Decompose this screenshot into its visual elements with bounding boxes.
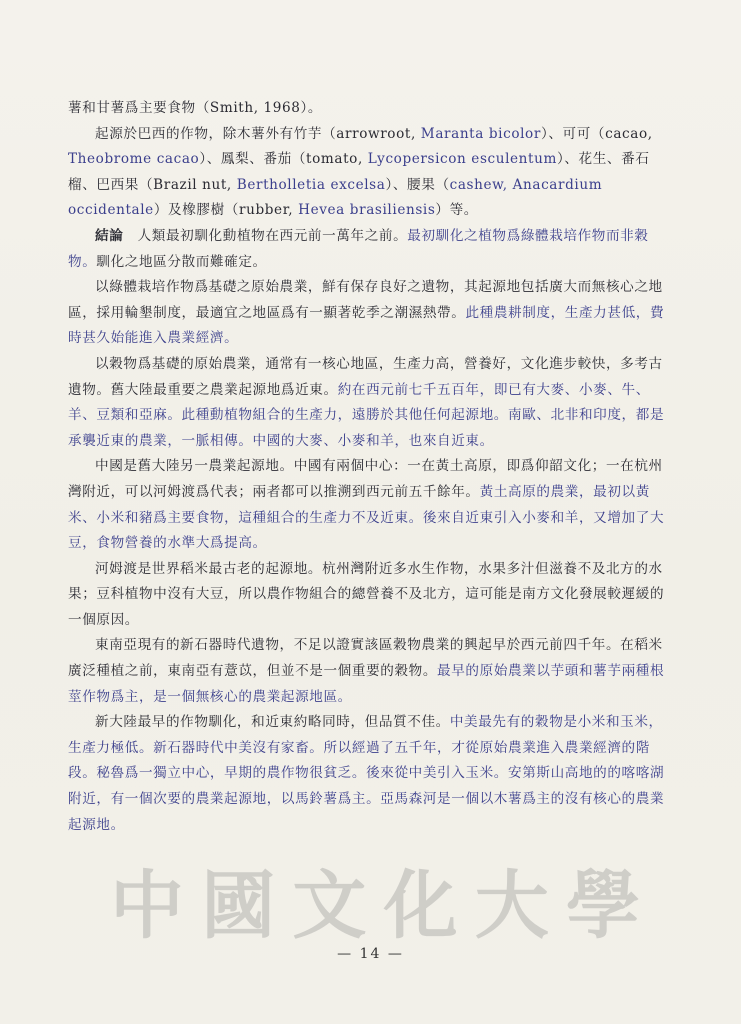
text-segment: Theobrome cacao [68, 151, 200, 168]
text-segment: 中國是舊大陸另一農業起源地。中國有兩個中心：一在黃土高原，即爲仰韶文化；一在杭州灣附近，可以河姆渡爲代表；兩者都可以推溯到西元前五千餘年。 [68, 458, 663, 500]
text-segment: ）及橡膠樹（rubber, [153, 202, 299, 219]
paragraph [68, 96, 670, 122]
text-segment: 最初馴化之植物爲綠體栽培作物而非穀物。 [68, 227, 649, 270]
watermark-char: 化 [383, 863, 458, 949]
text-segment: 薯和甘薯爲主要食物（Smith, 1968）。 [68, 100, 323, 116]
text-segment: Bertholletia excelsa [236, 176, 386, 193]
text-segment: ）、花生、番石榴、巴西果（Brazil nut, [68, 151, 650, 193]
text-segment: 最早的原始農業以芋頭和薯芋兩種根莖作物爲主，是一個無核心的農業起源地區。 [68, 663, 665, 705]
paragraph [68, 557, 670, 634]
text-segment: ）、腰果（ [385, 176, 450, 193]
watermark-char: 學 [565, 863, 640, 949]
text-segment: Lycopersicon esculentum [367, 151, 557, 168]
text-segment: cashew, Anacardium occidentale [68, 176, 603, 219]
paragraph [68, 275, 670, 352]
paragraph [68, 122, 670, 224]
body-text [68, 96, 670, 838]
text-segment: ）等。 [435, 202, 479, 219]
text-segment: 新大陸最早的作物馴化，和近東約略同時，但品質不佳。 [95, 714, 450, 731]
text-segment: ）、可可（cacao, [540, 125, 653, 142]
text-segment: 河姆渡是世界稻米最古老的起源地。杭州灣附近多水生作物，水果多汁但滋養不及北方的水果；豆科植物中沒有大豆，所以農作物組合的總營養不及北方，這可能是南方文化發展較遲緩的一個原因。 [68, 560, 665, 628]
text-segment: 結論 [95, 227, 124, 244]
university-watermark [110, 855, 640, 949]
text-segment: 以穀物爲基礎的原始農業，通常有一核心地區，生產力高，營養好，文化進步較快，多考古遺物。舊大陸最重要之農業起源地爲近東。 [68, 355, 663, 398]
text-segment: 起源於巴西的作物，除木薯外有竹芋（arrowroot, [95, 125, 421, 142]
watermark-char: 文 [292, 863, 367, 949]
text-segment: Hevea brasiliensis [298, 202, 436, 219]
paragraph [68, 352, 670, 454]
text-segment: 此種農耕制度，生產力甚低，費時甚久始能進入農業經濟。 [68, 304, 665, 347]
text-segment: 中美最先有的穀物是小米和玉米，生產力極低。新石器時代中美沒有家畜。所以經過了五千年，才從原始農業進入農業經濟的階段。秘魯爲一獨立中心，早期的農作物很貧乏。後來從中美引入玉米。安第斯山高地的的喀喀湖附近，有一個次要的農業起源地，以馬鈴薯爲主。亞馬森河是一個以木薯爲主的沒有核心的農業起源地。 [68, 714, 665, 833]
text-segment: Maranta bicolor [420, 125, 541, 142]
watermark-char: 國 [201, 863, 276, 949]
watermark-char: 中 [110, 863, 184, 949]
text-segment: 以綠體栽培作物爲基礎之原始農業，鮮有保存良好之遺物，其起源地包括廣大而無核心之地區，採用輪墾制度，最適宜之地區爲有一顯著乾季之潮濕熱帶。 [68, 279, 663, 321]
paragraph [68, 710, 670, 838]
text-segment: ）、鳳梨、番茄（tomato, [199, 151, 368, 168]
text-segment: 人類最初馴化動植物在西元前一萬年之前。 [123, 227, 408, 244]
text-segment: 馴化之地區分散而難確定。 [96, 253, 267, 270]
paragraph [68, 633, 670, 710]
text-segment: 黃土高原的農業，最初以黃米、小米和豬爲主要食物，這種組合的生產力不及近東。後來自近東引入小麥和羊，又增加了大豆，食物營養的水準大爲提高。 [68, 483, 665, 552]
watermark-char: 大 [474, 863, 549, 949]
text-segment: 約在西元前七千五百年，即已有大麥、小麥、牛、羊、豆類和亞麻。此種動植物組合的生產力，遠勝於其他任何起源地。南歐、北非和印度，都是承襲近東的農業，一脈相傳。中國的大麥、小麥和羊，也來自近東。 [68, 381, 665, 449]
page-number: — 14 — [337, 946, 404, 962]
paragraph [68, 454, 670, 556]
text-segment: 東南亞現有的新石器時代遺物，不足以證實該區穀物農業的興起早於西元前四千年。在稻米廣泛種植之前，東南亞有薏苡，但並不是一個重要的穀物。 [68, 637, 663, 680]
paragraph [68, 224, 670, 275]
